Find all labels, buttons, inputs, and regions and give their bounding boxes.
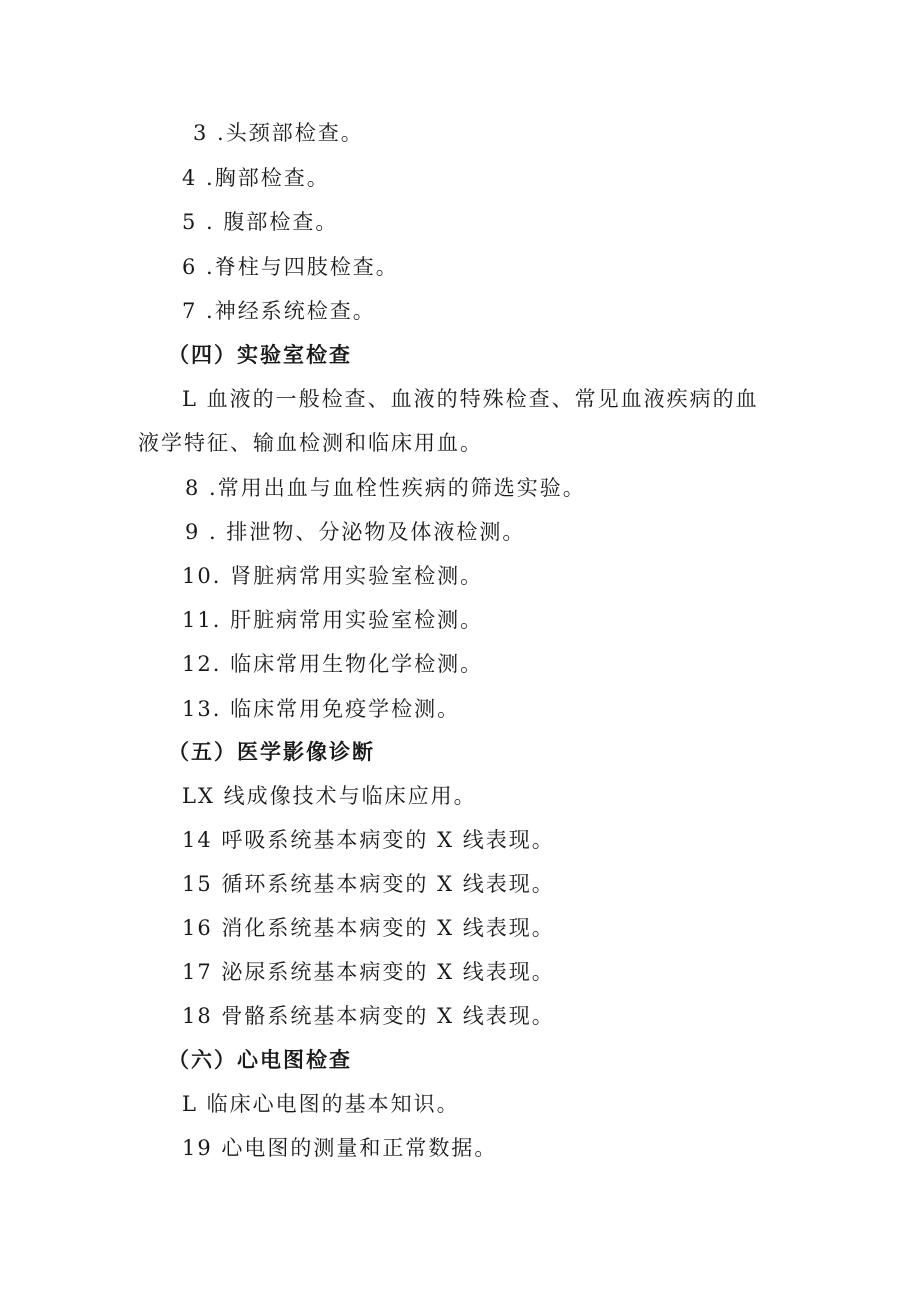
list-item-abdomen-exam: 5 . 腹部检查。 (182, 210, 339, 234)
list-item-kidney-lab-tests: 10. 肾脏病常用实验室检测。 (182, 564, 484, 588)
list-item-head-neck-exam: 3 .头颈部检查。 (193, 121, 364, 145)
list-item-spine-limbs-exam: 6 .脊柱与四肢检查。 (182, 255, 399, 279)
section-heading-ecg: （六）心电图检查 (168, 1047, 352, 1072)
section-heading-lab-tests: （四）实验室检查 (168, 342, 352, 367)
list-item-chest-exam: 4 .胸部检查。 (182, 166, 330, 190)
list-item-respiratory-xray: 14 呼吸系统基本病变的 X 线表现。 (182, 828, 555, 852)
list-item-xray-imaging: LX 线成像技术与临床应用。 (182, 784, 477, 808)
list-item-immunology-tests: 13. 临床常用免疫学检测。 (182, 697, 461, 721)
list-item-bleeding-thrombosis-screening: 8 .常用出血与血栓性疾病的筛选实验。 (185, 476, 586, 500)
list-item-ecg-measurement: 19 心电图的测量和正常数据。 (182, 1136, 498, 1160)
list-item-nervous-system-exam: 7 .神经系统检查。 (182, 299, 376, 323)
list-item-blood-tests: L 血液的一般检查、血液的特殊检查、常见血液疾病的血 (182, 387, 759, 411)
list-item-circulatory-xray: 15 循环系统基本病变的 X 线表现。 (182, 872, 555, 896)
list-item-ecg-basics: L 临床心电图的基本知识。 (182, 1092, 460, 1116)
list-item-liver-lab-tests: 11. 肝脏病常用实验室检测。 (182, 608, 484, 632)
list-item-blood-tests-continued: 液学特征、输血检测和临床用血。 (138, 431, 483, 455)
list-item-biochemistry-tests: 12. 临床常用生物化学检测。 (182, 652, 484, 676)
list-item-excreta-secretions: 9 . 排泄物、分泌物及体液检测。 (185, 520, 526, 544)
list-item-urinary-xray: 17 泌尿系统基本病变的 X 线表现。 (182, 960, 555, 984)
list-item-digestive-xray: 16 消化系统基本病变的 X 线表现。 (182, 916, 555, 940)
section-heading-medical-imaging: （五）医学影像诊断 (168, 739, 375, 764)
list-item-skeletal-xray: 18 骨骼系统基本病变的 X 线表现。 (182, 1004, 555, 1028)
